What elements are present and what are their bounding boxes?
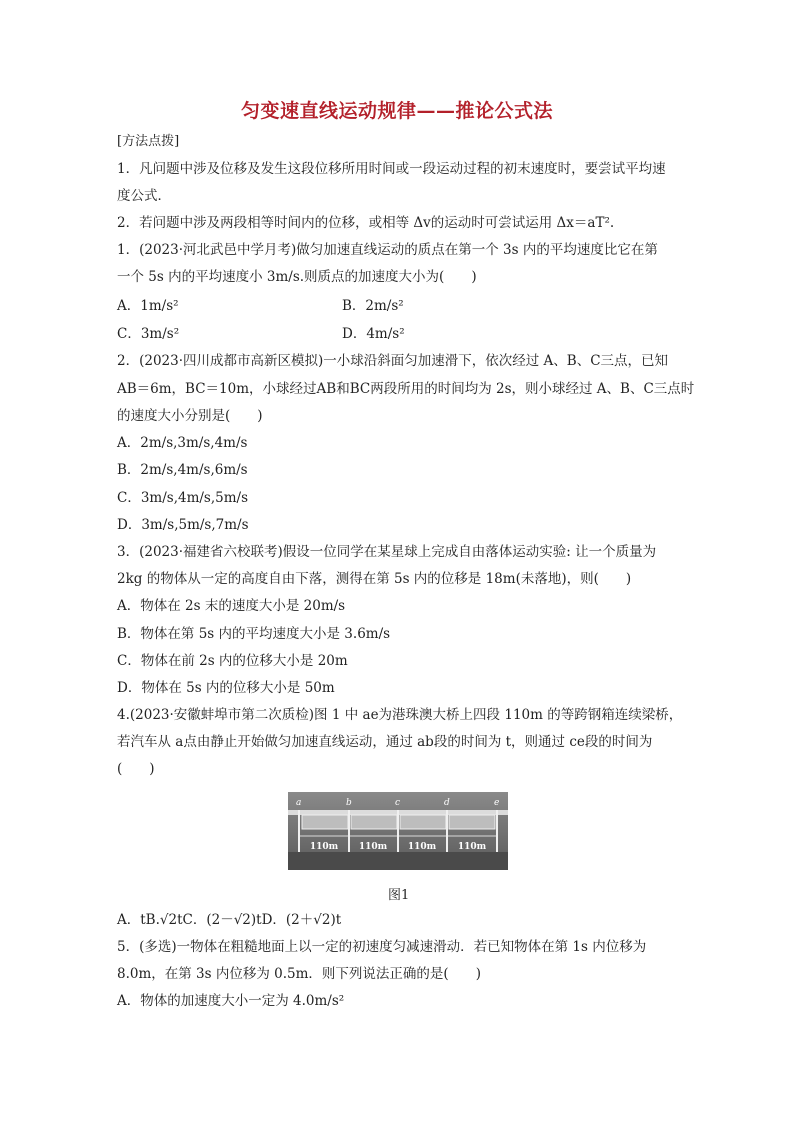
q1-options-row-1 bbox=[117, 297, 404, 315]
bridge-figure bbox=[288, 792, 508, 870]
q4-line-1: 4.(2023·安徽蚌埠市第二次质检)图 1 中 ae为港珠澳大桥上四段 110m 的等跨钢箱连续梁桥， bbox=[117, 707, 683, 723]
span-label: 110m bbox=[407, 842, 437, 852]
q2-line-2: AB＝6m，BC＝10m，小球经过AB和BC两段所用的时间均为 2s，则小球经过 A、B、C三点时 bbox=[117, 381, 695, 397]
q1-options-row-2 bbox=[117, 325, 405, 343]
q3-line-2: 2kg 的物体从一定的高度自由下落，测得在第 5s 内的位移是 18m(未落地)，则( ) bbox=[117, 571, 632, 587]
q3-line-1: 3．(2023·福建省六校联考)假设一位同学在某星球上完成自由落体运动实验: 让一个质量为 bbox=[117, 544, 657, 560]
figure-caption: 图1 bbox=[388, 888, 410, 903]
q1-line-2: 一个 5s 内的平均速度小 3m/s.则质点的加速度大小为( ) bbox=[117, 269, 477, 285]
q3-option-d: D．物体在 5s 内的位移大小是 50m bbox=[117, 680, 335, 696]
tip-1-cont: 度公式． bbox=[117, 188, 171, 204]
q1-option-b: B．2m/s² bbox=[342, 298, 404, 314]
q4-line-3: ( ) bbox=[117, 761, 155, 777]
span-label: 110m bbox=[309, 842, 339, 852]
q2-line-1: 2．(2023·四川成都市高新区模拟)一小球沿斜面匀加速滑下，依次经过 A、B、C三点，已知 bbox=[117, 353, 669, 369]
q5-line-2: 8.0m，在第 3s 内位移为 0.5m．则下列说法正确的是( ) bbox=[117, 966, 481, 982]
q4-line-2: 若汽车从 a点由静止开始做匀加速直线运动，通过 ab段的时间为 t，则通过 ce段的时间为 bbox=[117, 734, 653, 750]
span-box bbox=[302, 815, 348, 829]
point-label-b: b bbox=[346, 798, 352, 808]
q1-option-d: D．4m/s² bbox=[342, 326, 405, 342]
q3-option-c: C．物体在前 2s 内的位移大小是 20m bbox=[117, 653, 348, 669]
span-label: 110m bbox=[457, 842, 487, 852]
span-label: 110m bbox=[358, 842, 388, 852]
point-label-a: a bbox=[296, 798, 302, 808]
q1-option-c: C．3m/s² bbox=[117, 326, 180, 342]
tip-1: 1．凡问题中涉及位移及发生这段位移所用时间或一段运动过程的初末速度时，要尝试平均速 bbox=[117, 161, 666, 177]
span-box bbox=[449, 815, 495, 829]
q2-option-c: C．3m/s,4m/s,5m/s bbox=[117, 490, 249, 506]
span-box bbox=[351, 815, 397, 829]
point-label-d: d bbox=[444, 798, 450, 808]
q2-line-3: 的速度大小分别是( ) bbox=[117, 408, 263, 424]
span-box bbox=[400, 815, 446, 829]
q2-option-a: A．2m/s,3m/s,4m/s bbox=[117, 435, 248, 451]
point-label-c: c bbox=[395, 798, 401, 808]
page-title: 匀变速直线运动规律——推论公式法 bbox=[240, 100, 553, 122]
q4-answer-options: A．tB.√2tC．(2－√2)tD．(2＋√2)t bbox=[117, 912, 342, 928]
tip-header: [方法点拨] bbox=[117, 134, 180, 149]
q3-option-b: B．物体在第 5s 内的平均速度大小是 3.6m/s bbox=[117, 626, 391, 642]
point-label-e: e bbox=[494, 798, 500, 808]
q5-line-1: 5．(多选)一物体在粗糙地面上以一定的初速度匀减速滑动．若已知物体在第 1s 内位移为 bbox=[117, 939, 647, 955]
q2-option-b: B．2m/s,4m/s,6m/s bbox=[117, 462, 248, 478]
water bbox=[288, 852, 508, 870]
q3-option-a: A．物体在 2s 末的速度大小是 20m/s bbox=[117, 598, 346, 614]
tip-2: 2．若问题中涉及两段相等时间内的位移，或相等 Δv的运动时可尝试运用 Δx＝aT². bbox=[117, 215, 615, 231]
q5-option-a: A．物体的加速度大小一定为 4.0m/s² bbox=[117, 993, 345, 1009]
q2-option-d: D．3m/s,5m/s,7m/s bbox=[117, 517, 249, 533]
q1-option-a: A．1m/s² bbox=[117, 298, 179, 314]
q1-line-1: 1．(2023·河北武邑中学月考)做匀加速直线运动的质点在第一个 3s 内的平均速度比它在第 bbox=[117, 242, 658, 258]
